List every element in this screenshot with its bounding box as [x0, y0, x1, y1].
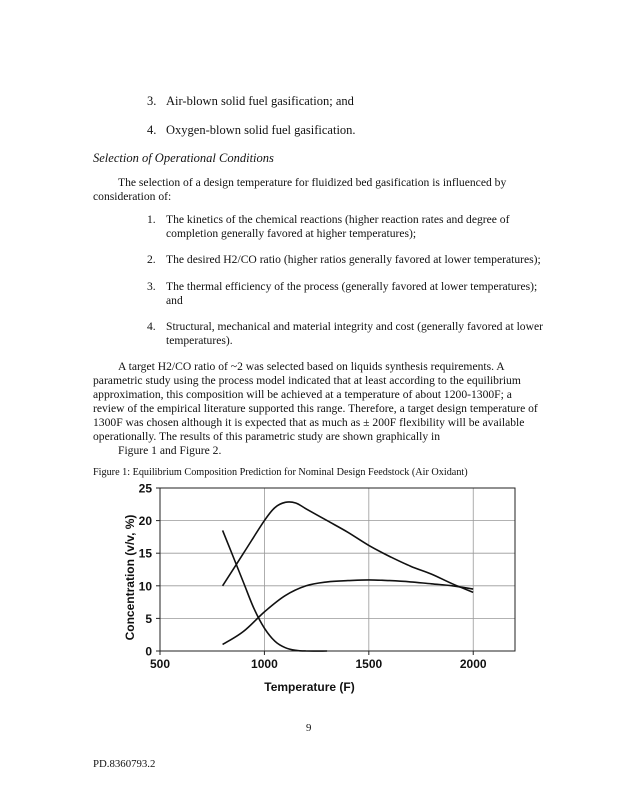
y-tick-label: 0: [145, 644, 152, 659]
paragraph-line: Figure 1 and Figure 2.: [118, 444, 222, 457]
x-tick-label: 1500: [355, 657, 383, 671]
x-axis-label: Temperature (F): [264, 680, 355, 694]
x-tick-label: 1000: [251, 657, 278, 671]
list-item-text: Air-blown solid fuel gasification; and: [166, 94, 354, 108]
document-id: PD.8360793.2: [93, 758, 156, 770]
list-number: 1.: [147, 213, 156, 226]
x-tick-label: 2000: [459, 657, 487, 671]
paragraph-line: approximation, this composition will be achieved at a temperature of about 1200-1300F; a: [93, 388, 512, 401]
list-item-line: The thermal efficiency of the process (generally favored at lower temperatures);: [166, 280, 538, 293]
page-number: 9: [306, 722, 312, 734]
paragraph-line: A target H2/CO ratio of ~2 was selected based on liquids synthesis requirements. A: [118, 360, 505, 373]
list-item-line: and: [166, 294, 183, 307]
y-axis-label: Concentration (v/v, %): [123, 514, 137, 641]
list-number: 4.: [147, 320, 156, 333]
y-tick-label: 25: [138, 481, 152, 496]
y-tick-label: 5: [145, 611, 152, 626]
y-tick-label: 20: [138, 514, 152, 529]
section-heading: Selection of Operational Conditions: [93, 151, 274, 165]
paragraph-line: 1300F was chosen although it is expected that as much as ± 200F flexibility will be available: [93, 416, 525, 429]
list-item-line: completion generally favored at higher temperatures);: [166, 227, 417, 240]
list-item-line: temperatures).: [166, 334, 233, 347]
list-item-text: Oxygen-blown solid fuel gasification.: [166, 123, 356, 137]
list-item-line: Structural, mechanical and material integrity and cost (generally favored at lower: [166, 320, 543, 333]
list-number: 3.: [147, 94, 157, 108]
equilibrium-chart: [100, 478, 540, 703]
list-item-line: The kinetics of the chemical reactions (higher reaction rates and degree of: [166, 213, 510, 226]
list-number: 3.: [147, 280, 156, 293]
y-tick-label: 10: [138, 579, 152, 594]
paragraph-line: operationally. The results of this parametric study are shown graphically in: [93, 430, 441, 443]
paragraph-line: parametric study using the process model indicated that at least according to the equilibrium: [93, 374, 521, 387]
plot-frame: [160, 488, 515, 651]
list-number: 2.: [147, 253, 156, 266]
series-line-2: [223, 580, 474, 645]
list-number: 4.: [147, 123, 157, 137]
series-line-1: [223, 502, 474, 592]
x-tick-label: 500: [149, 657, 171, 671]
intro-paragraph: The selection of a design temperature for fluidized bed gasification is influenced by consideration of:: [93, 176, 507, 203]
figure-caption: Figure 1: Equilibrium Composition Prediction for Nominal Design Feedstock (Air Oxidant): [93, 467, 468, 478]
paragraph-line: review of the empirical literature supported this range. Therefore, a target design temperature of: [93, 402, 538, 415]
series-line-3: [223, 530, 328, 651]
list-item-line: The desired H2/CO ratio (higher ratios generally favored at lower temperatures);: [166, 253, 541, 266]
y-tick-label: 15: [138, 546, 152, 561]
